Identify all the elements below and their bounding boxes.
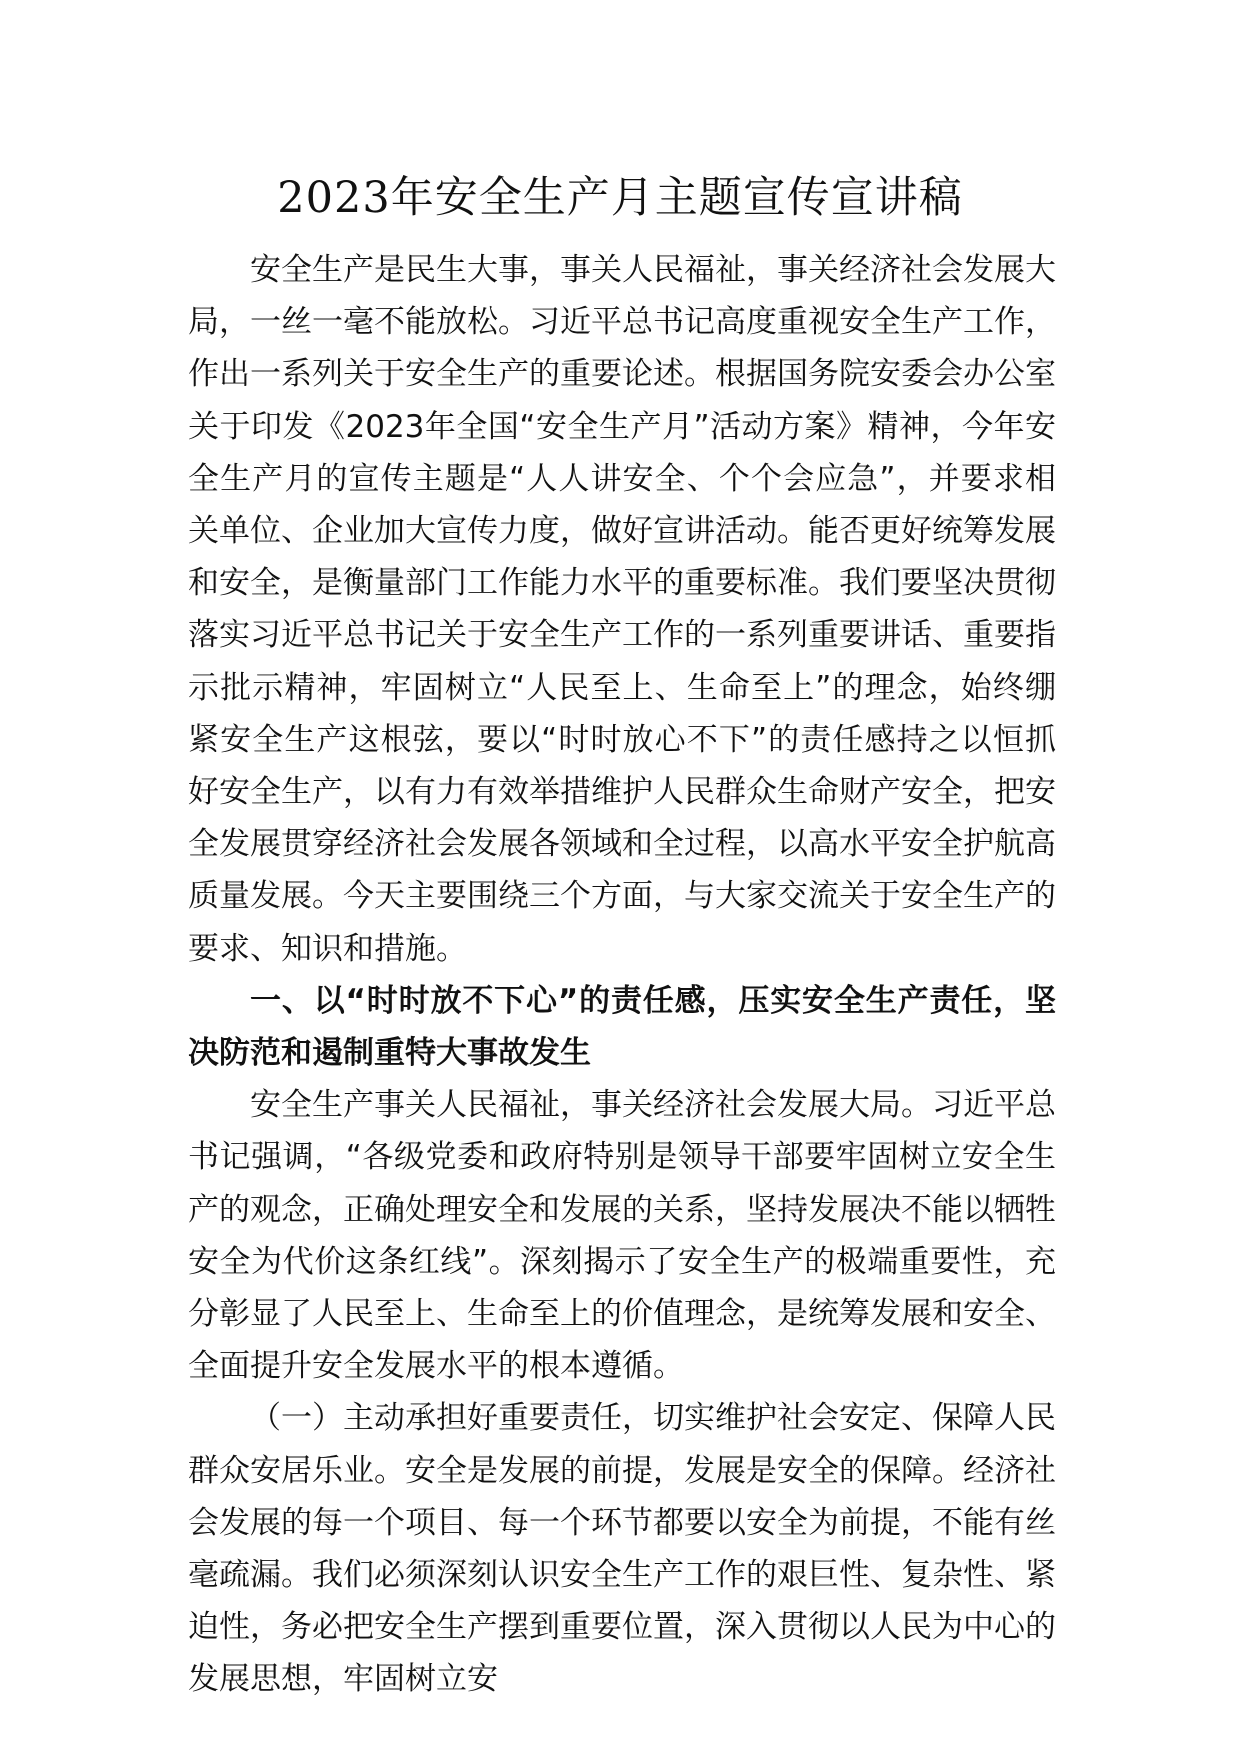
document-title: 2023年安全生产月主题宣传宣讲稿 — [277, 173, 963, 223]
intro-paragraph: 安全生产是民生大事，事关人民福祉，事关经济社会发展大局，一丝一毫不能放松。习近平总书记高度重视安全生产工作，作出一系列关于安全生产的重要论述。根据国务院安委会办公室关于印发《2023年全国“安全生产月”活动方案》精神，今年安全生产月的宣传主题是“人人讲安全、个个会应急”，并要求相关单位、企业加大宣传力度，做好宣讲活动。能否更好统筹发展和安全，是衡量部门工作能力水平的重要标准。我们要坚决贯彻落实习近平总书记关于安全生产工作的一系列重要讲话、重要指示批示精神，牢固树立“人民至上、生命至上”的理念，始终绷紧安全生产这根弦，要以“时时放心不下”的责任感持之以恒抓好安全生产，以有力有效举措维护人民群众生命财产安全，把安全发展贯穿经济社会发展各领域和全过程，以高水平安全护航高质量发展。今天主要围绕三个方面，与大家交流关于安全生产的要求、知识和措施。 — [188, 252, 1056, 967]
section-heading-1: 一、以“时时放不下心”的责任感，压实安全生产责任，坚决防范和遏制重特大事故发生 — [188, 982, 1056, 1072]
document-body — [188, 244, 1056, 1706]
subsection-1-paragraph: （一）主动承担好重要责任，切实维护社会安定、保障人民群众安居乐业。安全是发展的前提，发展是安全的保障。经济社会发展的每一个项目、每一个环节都要以安全为前提，不能有丝毫疏漏。我们必须深刻认识安全生产工作的艰巨性、复杂性、紧迫性，务必把安全生产摆到重要位置，深入贯彻以人民为中心的发展思想，牢固树立安 — [188, 1400, 1056, 1698]
section-1-paragraph: 安全生产事关人民福祉，事关经济社会发展大局。习近平总书记强调，“各级党委和政府特别是领导干部要牢固树立安全生产的观念，正确处理安全和发展的关系，坚持发展决不能以牺牲安全为代价这条红线”。深刻揭示了安全生产的极端重要性，充分彰显了人民至上、生命至上的价值理念，是统筹发展和安全、全面提升安全发展水平的根本遵循。 — [188, 1087, 1056, 1385]
